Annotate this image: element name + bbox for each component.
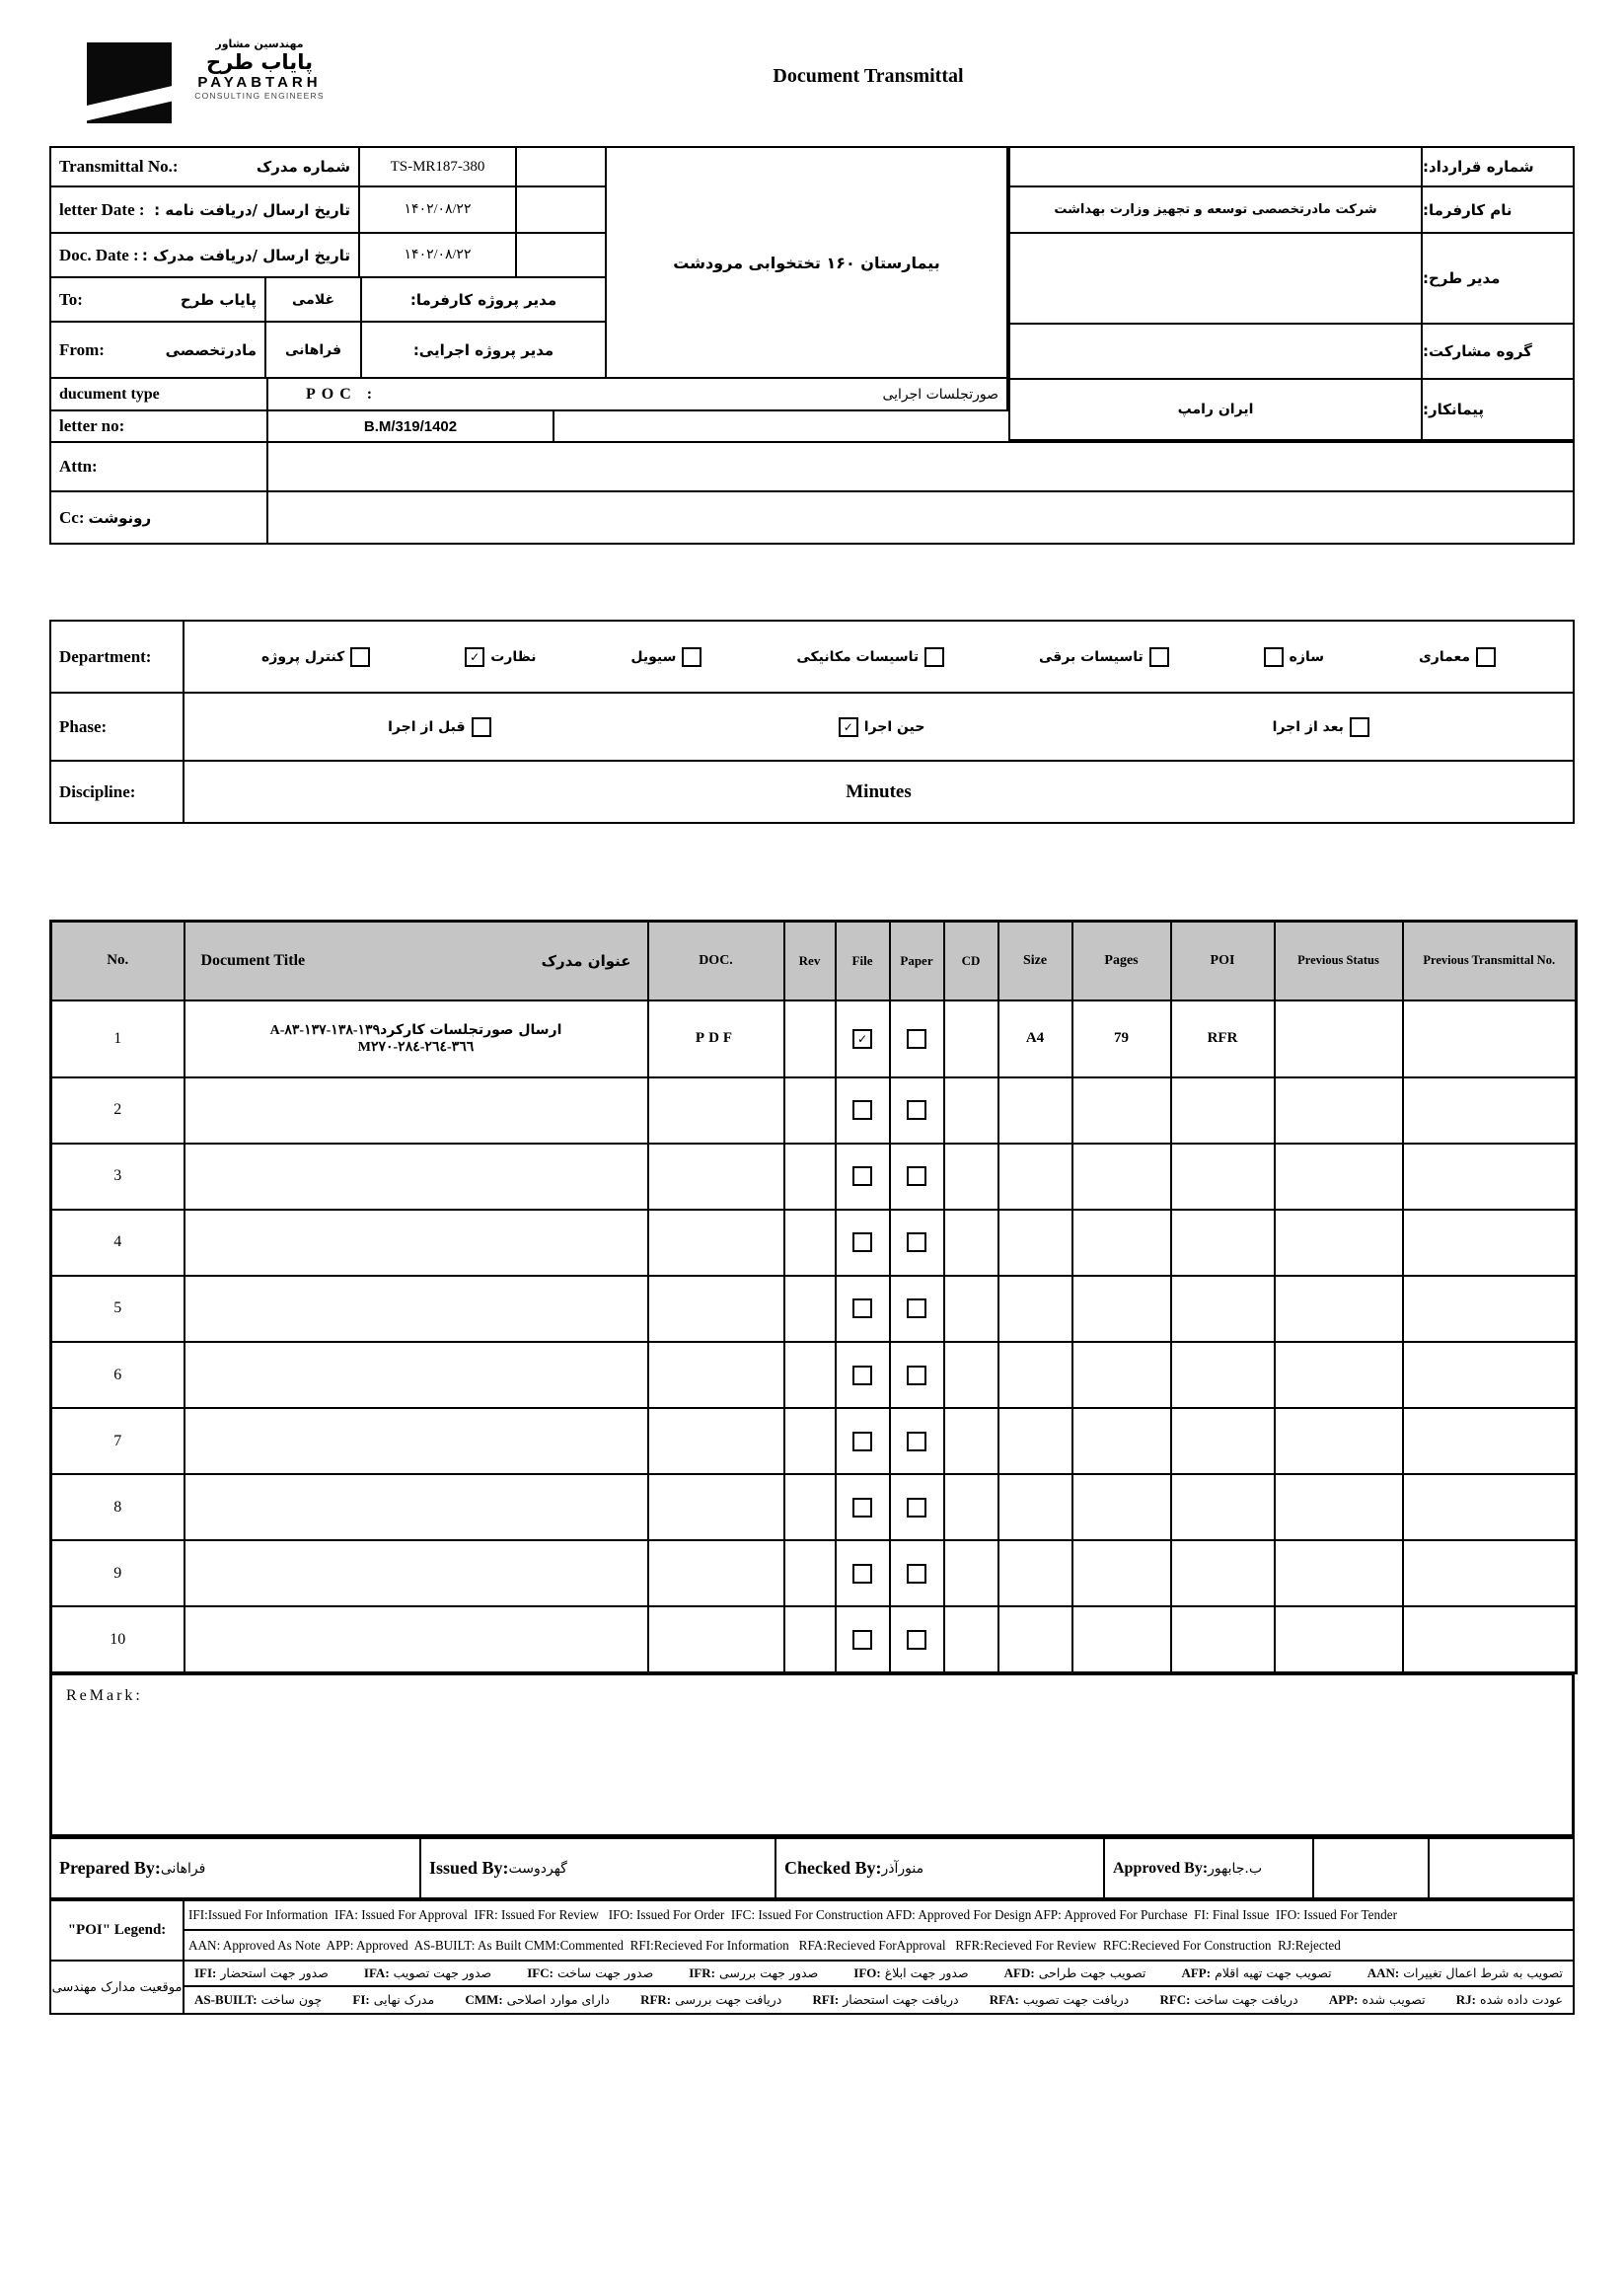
logo-en-name: PAYABTARH	[197, 74, 322, 91]
size-cell	[998, 1474, 1072, 1540]
legend-entry: IFC: صدور جهت ساخت	[527, 1965, 654, 1980]
doc-format-cell	[648, 1276, 784, 1342]
legend-entry: FI: مدرک نهایی	[352, 1992, 435, 2007]
col-header-doc: DOC.	[648, 922, 784, 1000]
table-row	[51, 1077, 1577, 1144]
rev-cell	[784, 1408, 836, 1474]
department-label-cell	[49, 620, 185, 694]
department-option-civil: سیویل	[630, 647, 701, 667]
phase-option-during-execution: حین اجرا ✓	[839, 717, 925, 737]
rev-cell	[784, 1276, 836, 1342]
table-row	[51, 1144, 1577, 1210]
previous-status-cell	[1275, 1077, 1403, 1144]
letter-date-value: ۱۴۰۲/۰۸/۲۲	[358, 185, 517, 234]
legend-entry: RJ: عودت داده شده	[1455, 1992, 1563, 2007]
col-header-previous-transmittal: Previous Transmittal No.	[1403, 922, 1577, 1000]
paper-cell	[890, 1540, 944, 1606]
file-cell	[836, 1342, 890, 1408]
document-title-cell	[185, 1276, 648, 1342]
previous-transmittal-cell	[1403, 1210, 1577, 1276]
prepared-by-label: Prepared By:	[59, 1858, 161, 1878]
col-header-title-en: Document Title	[200, 951, 306, 969]
size-cell	[998, 1342, 1072, 1408]
pages-cell	[1072, 1210, 1171, 1276]
cc-value-cell	[266, 490, 1575, 545]
approved-by-name: ب.جابهور	[1208, 1860, 1263, 1877]
from-label: From:	[59, 339, 105, 359]
cd-cell	[944, 1540, 998, 1606]
document-title-cell	[185, 1408, 648, 1474]
transmittal-no-label-fa: شماره مدرک	[256, 158, 350, 176]
col-header-file: File	[836, 922, 890, 1000]
pages-cell	[1072, 1276, 1171, 1342]
cc-label: Cc:	[59, 507, 85, 527]
legend-entry: RFI: دریافت جهت استحضار	[812, 1992, 959, 2007]
table-row	[51, 1606, 1577, 1672]
rev-cell	[784, 1210, 836, 1276]
pages-cell	[1072, 1077, 1171, 1144]
document-title-cell	[185, 1606, 648, 1672]
previous-status-cell	[1275, 1540, 1403, 1606]
paper-checkbox[interactable]	[907, 1166, 926, 1186]
poi-cell	[1171, 1144, 1275, 1210]
department-label: Department:	[59, 646, 152, 666]
file-cell	[836, 1000, 890, 1077]
rev-cell	[784, 1474, 836, 1540]
doc-type-value-cell	[266, 377, 1008, 411]
checkbox-icon[interactable]	[682, 647, 701, 667]
rev-cell	[784, 1342, 836, 1408]
rev-cell	[784, 1540, 836, 1606]
document-title-cell	[185, 1342, 648, 1408]
size-cell	[998, 1077, 1072, 1144]
paper-cell	[890, 1342, 944, 1408]
approved-by-label: Approved By:	[1113, 1859, 1209, 1877]
company-logo	[87, 42, 172, 123]
poi-cell	[1171, 1408, 1275, 1474]
doc-format-cell: PDF	[648, 1000, 784, 1077]
file-checkbox[interactable]	[852, 1564, 872, 1584]
file-checkbox[interactable]	[852, 1166, 872, 1186]
phase-label-cell	[49, 692, 185, 762]
previous-status-cell	[1275, 1474, 1403, 1540]
poi-cell	[1171, 1210, 1275, 1276]
pages-cell	[1072, 1144, 1171, 1210]
row-number: 4	[51, 1210, 185, 1276]
col-header-size: Size	[998, 922, 1072, 1000]
table-row	[51, 1408, 1577, 1474]
to-value: پایاب طرح	[180, 290, 257, 309]
logo-en-subtitle: CONSULTING ENGINEERS	[194, 91, 325, 101]
legend-entry: RFA: دریافت جهت تصویب	[989, 1992, 1130, 2007]
pages-cell	[1072, 1606, 1171, 1672]
logo-fa-name: پایاب طرح	[206, 50, 313, 74]
rev-cell	[784, 1077, 836, 1144]
cd-cell	[944, 1000, 998, 1077]
rev-cell	[784, 1606, 836, 1672]
paper-cell	[890, 1000, 944, 1077]
design-manager-value	[1008, 232, 1423, 325]
department-options-row	[183, 620, 1575, 694]
rev-cell	[784, 1144, 836, 1210]
col-header-title	[185, 922, 648, 1000]
checkbox-icon[interactable]	[1264, 647, 1284, 667]
design-manager-label: مدیر طرح:	[1421, 232, 1575, 325]
paper-checkbox[interactable]	[907, 1232, 926, 1252]
poi-legend-fa-label: موقعیت مدارک مهندسی	[49, 1960, 185, 2015]
doc-format-cell	[648, 1210, 784, 1276]
doc-format-cell	[648, 1540, 784, 1606]
row-number: 9	[51, 1540, 185, 1606]
signature-empty-cell	[1312, 1837, 1430, 1899]
file-cell	[836, 1210, 890, 1276]
previous-transmittal-cell	[1403, 1606, 1577, 1672]
department-option-architecture: معماری	[1419, 647, 1496, 667]
doc-format-cell	[648, 1606, 784, 1672]
rev-cell	[784, 1000, 836, 1077]
transmittal-no-label: Transmittal No.:	[59, 157, 179, 176]
doc-type-label-cell	[49, 377, 268, 411]
legend-entry: CMM: دارای موارد اصلاحی	[465, 1992, 610, 2007]
legend-entry: APP: تصویب شده	[1328, 1992, 1426, 2007]
poi-legend-english-line1: IFI:Issued For Information IFA: Issued For Approval IFR: Issued For Review IFO: Issued For Order IFC: Issued For Construction AFD: Approved For Design AFP: Approved For Purchase FI: Final Issue IFO: Issued For Tender	[183, 1899, 1575, 1931]
documents-table	[49, 920, 1578, 1674]
checked-by-label: Checked By:	[784, 1858, 882, 1878]
document-title-cell	[185, 1077, 648, 1144]
checkbox-icon[interactable]	[924, 647, 944, 667]
doc-type-code: POC :	[306, 385, 379, 403]
doc-format-cell	[648, 1144, 784, 1210]
file-checkbox[interactable]	[852, 1366, 872, 1385]
poi-legend-fa-line1	[183, 1960, 1575, 1987]
previous-status-cell	[1275, 1606, 1403, 1672]
exec-pm-label: مدیر پروژه اجرایی:	[360, 321, 607, 379]
pages-cell: 79	[1072, 1000, 1171, 1077]
checkbox-icon[interactable]	[1476, 647, 1496, 667]
contract-no-label: شماره قرارداد:	[1421, 146, 1575, 187]
paper-checkbox[interactable]	[907, 1498, 926, 1518]
document-title-cell	[185, 1540, 648, 1606]
size-cell	[998, 1408, 1072, 1474]
to-label: To:	[59, 289, 83, 309]
paper-checkbox[interactable]	[907, 1029, 926, 1049]
department-option-mechanical: تاسیسات مکانیکی	[796, 647, 944, 667]
phase-option-before-execution: قبل از اجرا	[388, 717, 490, 737]
logo-fa-tagline: مهندسین مشاور	[215, 37, 304, 50]
legend-entry: IFR: صدور جهت بررسی	[689, 1965, 819, 1980]
previous-status-cell	[1275, 1342, 1403, 1408]
department-option-supervision: نظارت ✓	[465, 647, 536, 667]
poi-cell	[1171, 1077, 1275, 1144]
file-cell	[836, 1408, 890, 1474]
cc-label-fa: رونوشت	[88, 508, 152, 527]
previous-transmittal-cell	[1403, 1474, 1577, 1540]
poi-cell	[1171, 1276, 1275, 1342]
file-checkbox[interactable]	[852, 1232, 872, 1252]
doc-date-label-fa: تاریخ ارسال /دریافت مدرک :	[141, 246, 350, 264]
file-checkbox[interactable]	[852, 1298, 872, 1318]
letter-date-label: letter Date :	[59, 199, 145, 219]
file-cell	[836, 1474, 890, 1540]
col-header-previous-status: Previous Status	[1275, 922, 1403, 1000]
department-option-structure: سازه	[1264, 647, 1324, 667]
document-title-cell	[185, 1144, 648, 1210]
file-cell	[836, 1144, 890, 1210]
cd-cell	[944, 1077, 998, 1144]
department-option-project-control: کنترل پروژه	[261, 647, 370, 667]
previous-transmittal-cell	[1403, 1342, 1577, 1408]
table-row	[51, 1342, 1577, 1408]
col-header-no: No.	[51, 922, 185, 1000]
file-checkbox[interactable]	[852, 1100, 872, 1120]
previous-transmittal-cell	[1403, 1408, 1577, 1474]
col-header-poi: POI	[1171, 922, 1275, 1000]
transmittal-no-value: TS-MR187-380	[358, 146, 517, 187]
department-option-electrical: تاسیسات برقی	[1039, 647, 1169, 667]
table-row	[51, 1276, 1577, 1342]
paper-checkbox[interactable]	[907, 1432, 926, 1451]
prepared-by-cell	[49, 1837, 421, 1899]
attn-label: Attn:	[59, 457, 98, 476]
legend-entry: IFO: صدور جهت ابلاغ	[853, 1965, 969, 1980]
row-number: 1	[51, 1000, 185, 1077]
checked-by-name: منورآذر	[881, 1860, 924, 1877]
file-checkbox[interactable]	[852, 1432, 872, 1451]
cc-label-cell	[49, 490, 268, 545]
cd-cell	[944, 1276, 998, 1342]
poi-legend-label: "POI" Legend:	[49, 1899, 185, 1962]
filler-cell	[515, 232, 607, 278]
paper-cell	[890, 1210, 944, 1276]
client-name-label: نام کارفرما:	[1421, 185, 1575, 234]
poi-cell	[1171, 1540, 1275, 1606]
legend-entry: IFI: صدور جهت استحضار	[194, 1965, 329, 1980]
doc-format-cell	[648, 1077, 784, 1144]
discipline-value: Minutes	[183, 760, 1575, 824]
document-title-cell: ارسال صورتجلسات کارکردA-۸۳-۱۳۷-۱۳۸-۱۳۹ M۲۷۰-۲۸٤-۲٦٤-۳٦٦	[185, 1000, 648, 1077]
transmittal-no-label-cell	[49, 146, 360, 187]
exec-pm-name: فراهانی	[264, 321, 362, 379]
previous-status-cell	[1275, 1210, 1403, 1276]
table-row	[51, 1474, 1577, 1540]
previous-status-cell	[1275, 1408, 1403, 1474]
legend-entry: IFA: صدور جهت تصویب	[363, 1965, 492, 1980]
checkbox-icon[interactable]	[839, 717, 858, 737]
prepared-by-name: فراهانی	[160, 1860, 206, 1877]
page-title: Document Transmittal	[773, 65, 964, 87]
previous-status-cell	[1275, 1000, 1403, 1077]
size-cell	[998, 1606, 1072, 1672]
file-checkbox[interactable]	[852, 1029, 872, 1049]
logo-swoosh-icon	[87, 80, 172, 123]
previous-transmittal-cell	[1403, 1540, 1577, 1606]
to-cell	[49, 276, 266, 323]
doc-type-fa: صورتجلسات اجرایی	[882, 386, 998, 403]
partnership-label: گروه مشارکت:	[1421, 323, 1575, 380]
paper-cell	[890, 1606, 944, 1672]
previous-status-cell	[1275, 1144, 1403, 1210]
previous-status-cell	[1275, 1276, 1403, 1342]
attn-label-cell	[49, 441, 268, 492]
checkbox-icon[interactable]	[472, 717, 491, 737]
cd-cell	[944, 1474, 998, 1540]
checkbox-icon[interactable]	[1149, 647, 1169, 667]
file-cell	[836, 1077, 890, 1144]
poi-legend-fa-line2	[183, 1985, 1575, 2015]
paper-cell	[890, 1144, 944, 1210]
previous-transmittal-cell	[1403, 1276, 1577, 1342]
poi-legend-english-line2: AAN: Approved As Note APP: Approved AS-BUILT: As Built CMM:Commented RFI:Recieved For Information RFA:Recieved ForApproval RFR:Recieved For Review RFC:Recieved For Construction RJ:Rejected	[183, 1929, 1575, 1962]
size-cell	[998, 1210, 1072, 1276]
size-cell	[998, 1540, 1072, 1606]
checked-by-cell	[775, 1837, 1105, 1899]
letter-date-label-fa: تاریخ ارسال /دریافت نامه :	[154, 200, 350, 219]
filler-cell	[515, 146, 607, 187]
issued-by-label: Issued By:	[429, 1858, 509, 1878]
col-header-title-fa: عنوان مدرک	[541, 951, 631, 970]
paper-checkbox[interactable]	[907, 1630, 926, 1650]
row-number: 6	[51, 1342, 185, 1408]
paper-checkbox[interactable]	[907, 1366, 926, 1385]
poi-cell: RFR	[1171, 1000, 1275, 1077]
client-name-value: شرکت مادرتخصصی توسعه و تجهیز وزارت بهداشت	[1008, 185, 1423, 234]
size-cell	[998, 1144, 1072, 1210]
letter-no-value: B.M/319/1402	[266, 409, 554, 443]
client-pm-label: مدیر پروژه کارفرما:	[360, 276, 607, 323]
file-cell	[836, 1276, 890, 1342]
doc-format-cell	[648, 1474, 784, 1540]
doc-date-label-cell	[49, 232, 360, 278]
table-row	[51, 1000, 1577, 1077]
doc-date-value: ۱۴۰۲/۰۸/۲۲	[358, 232, 517, 278]
paper-cell	[890, 1077, 944, 1144]
legend-entry: AFD: تصویب جهت طراحی	[1003, 1965, 1146, 1980]
document-title-cell	[185, 1210, 648, 1276]
discipline-label: Discipline:	[59, 781, 136, 801]
company-logo-text	[176, 37, 343, 101]
doc-format-cell	[648, 1342, 784, 1408]
table-row	[51, 1540, 1577, 1606]
row-number: 7	[51, 1408, 185, 1474]
previous-transmittal-cell	[1403, 1144, 1577, 1210]
col-header-pages: Pages	[1072, 922, 1171, 1000]
cd-cell	[944, 1606, 998, 1672]
previous-transmittal-cell	[1403, 1000, 1577, 1077]
file-checkbox[interactable]	[852, 1498, 872, 1518]
issued-by-cell	[419, 1837, 776, 1899]
row-number: 2	[51, 1077, 185, 1144]
filler-cell	[515, 185, 607, 234]
discipline-label-cell	[49, 760, 185, 824]
remark-label: ReMark:	[66, 1687, 143, 1704]
legend-entry: RFR: دریافت جهت بررسی	[640, 1992, 782, 2007]
phase-option-after-execution: بعد از اجرا	[1273, 717, 1369, 737]
col-header-cd: CD	[944, 922, 998, 1000]
row-number: 3	[51, 1144, 185, 1210]
phase-options-row	[183, 692, 1575, 762]
file-cell	[836, 1540, 890, 1606]
file-cell	[836, 1606, 890, 1672]
cd-cell	[944, 1408, 998, 1474]
pages-cell	[1072, 1342, 1171, 1408]
legend-entry: RFC: دریافت جهت ساخت	[1159, 1992, 1298, 2007]
paper-checkbox[interactable]	[907, 1100, 926, 1120]
legend-entry: AFP: تصویب جهت تهیه اقلام	[1181, 1965, 1332, 1980]
signature-empty-cell	[1428, 1837, 1575, 1899]
pages-cell	[1072, 1474, 1171, 1540]
project-name-cell: بیمارستان ۱۶۰ تختخوابی مرودشت	[605, 146, 1008, 379]
previous-transmittal-cell	[1403, 1077, 1577, 1144]
doc-type-label: ducument type	[59, 385, 160, 403]
col-header-paper: Paper	[890, 922, 944, 1000]
checkbox-icon[interactable]	[465, 647, 484, 667]
phase-label: Phase:	[59, 716, 108, 736]
poi-cell	[1171, 1474, 1275, 1540]
doc-date-label: Doc. Date :	[59, 245, 139, 264]
poi-cell	[1171, 1606, 1275, 1672]
row-number: 8	[51, 1474, 185, 1540]
legend-entry: AS-BUILT: چون ساخت	[194, 1992, 323, 2007]
paper-cell	[890, 1408, 944, 1474]
pages-cell	[1072, 1540, 1171, 1606]
table-row	[51, 1210, 1577, 1276]
legend-entry: AAN: تصویب به شرط اعمال تغییرات	[1366, 1965, 1563, 1980]
issued-by-name: گهردوست	[508, 1860, 567, 1877]
size-cell	[998, 1276, 1072, 1342]
contractor-label: پیمانکار:	[1421, 378, 1575, 441]
paper-checkbox[interactable]	[907, 1564, 926, 1584]
size-cell: A4	[998, 1000, 1072, 1077]
col-header-rev: Rev	[784, 922, 836, 1000]
cd-cell	[944, 1144, 998, 1210]
cd-cell	[944, 1210, 998, 1276]
paper-checkbox[interactable]	[907, 1298, 926, 1318]
row-number: 10	[51, 1606, 185, 1672]
row-number: 5	[51, 1276, 185, 1342]
attn-value-cell	[266, 441, 1575, 492]
remark-box	[49, 1672, 1575, 1837]
from-cell	[49, 321, 266, 379]
letter-date-label-cell	[49, 185, 360, 234]
contractor-value: ایران رامپ	[1008, 378, 1423, 441]
letter-no-label: letter no:	[59, 416, 125, 435]
pages-cell	[1072, 1408, 1171, 1474]
partnership-value	[1008, 323, 1423, 380]
client-pm-name: غلامی	[264, 276, 362, 323]
approved-by-cell	[1103, 1837, 1314, 1899]
table-header-row	[51, 922, 1577, 1000]
paper-cell	[890, 1474, 944, 1540]
paper-cell	[890, 1276, 944, 1342]
cd-cell	[944, 1342, 998, 1408]
poi-cell	[1171, 1342, 1275, 1408]
document-title-cell	[185, 1474, 648, 1540]
checkbox-icon[interactable]	[350, 647, 370, 667]
doc-format-cell	[648, 1408, 784, 1474]
from-value: مادرتخصصی	[165, 340, 257, 359]
checkbox-icon[interactable]	[1350, 717, 1369, 737]
letter-no-label-cell	[49, 409, 268, 443]
file-checkbox[interactable]	[852, 1630, 872, 1650]
contract-no-value	[1008, 146, 1423, 187]
